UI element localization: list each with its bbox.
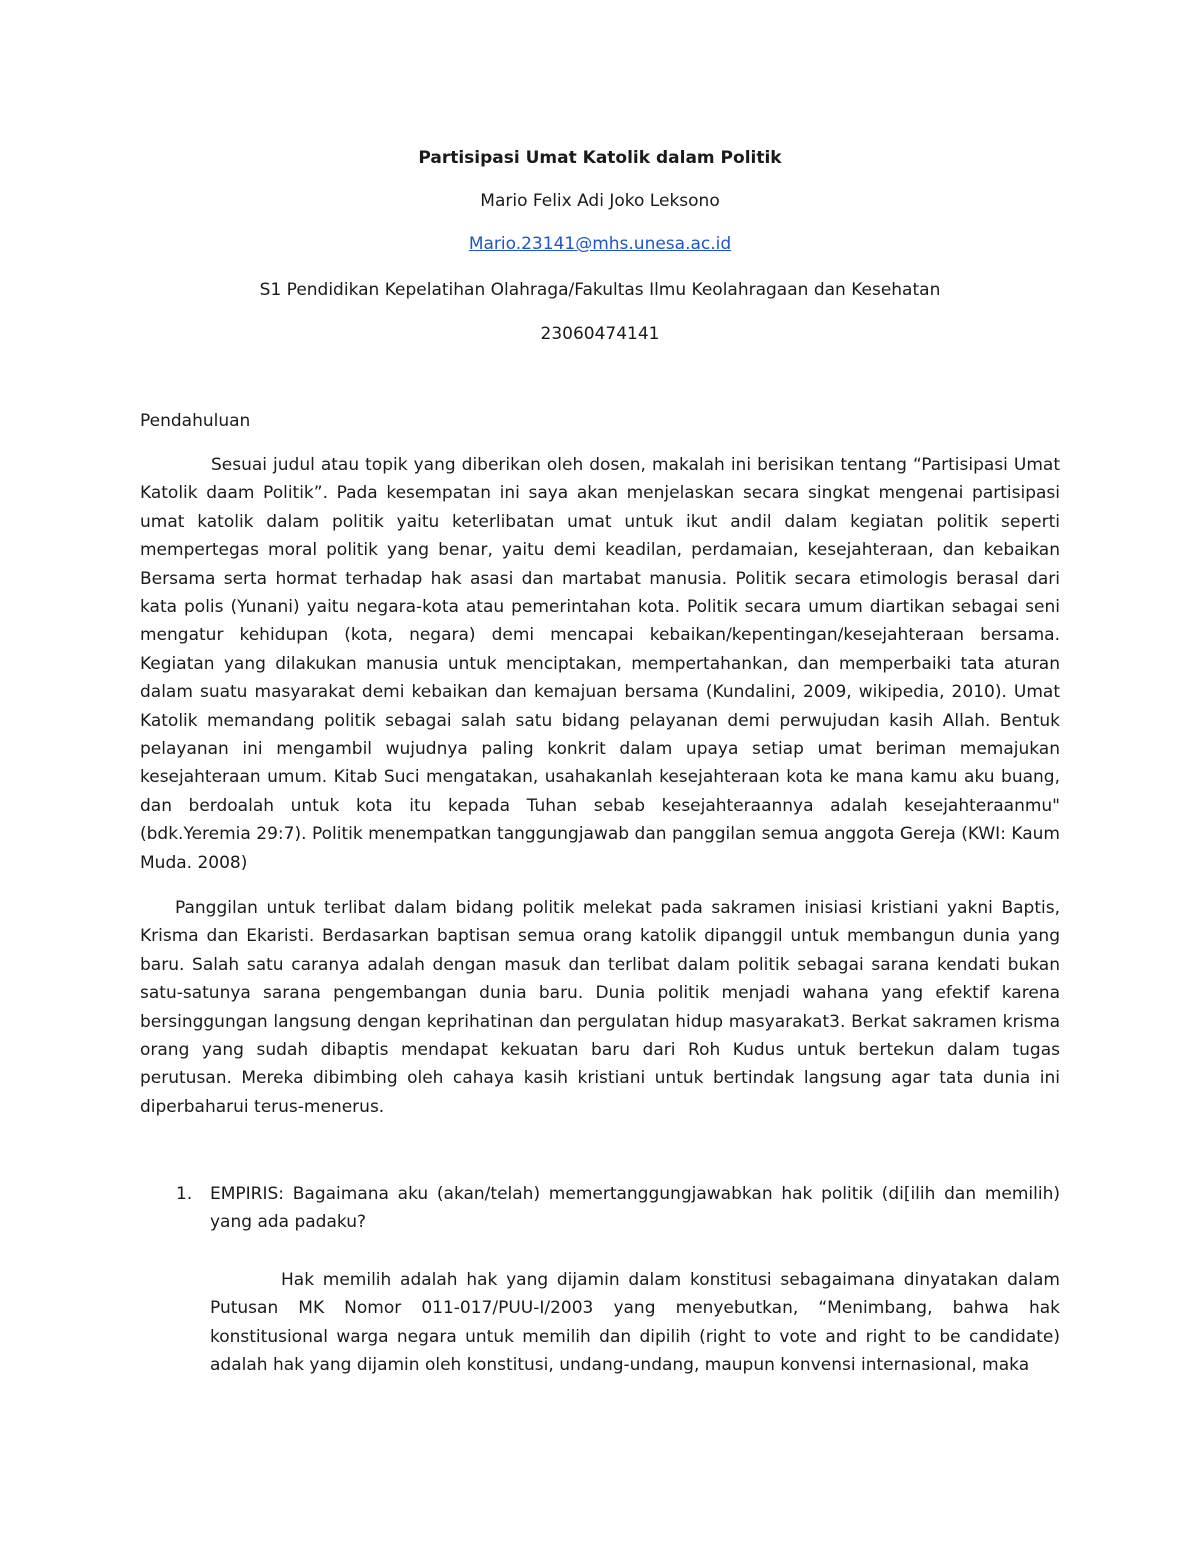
author-email-link[interactable]: Mario.23141@mhs.unesa.ac.id <box>468 234 732 254</box>
list-item-number: 1. <box>176 1184 193 1204</box>
intro-paragraph-2: Panggilan untuk terlibat dalam bidang politik melekat pada sakramen inisiasi kristiani yakni Baptis, Krisma dan Ekaristi. Berdasarkan baptisan semua orang katolik dipanggil untuk membangun dunia yang baru. Salah satu caranya adalah dengan masuk dan terlibat dalam politik sebagai sarana kendati bukan satu-satunya sarana pengembangan dunia baru. Dunia politik menjadi wahana yang efektif karena bersinggungan langsung dengan keprihatinan dan pergulatan hidup masyarakat3. Berkat sakramen krisma orang yang sudah dibaptis mendapat kekuatan baru dari Roh Kudus untuk bertekun dalam tugas perutusan. Mereka dibimbing oleh cahaya kasih kristiani untuk bertindak langsung agar tata dunia ini diperbaharui terus-menerus. <box>140 898 1060 1117</box>
author-affiliation: S1 Pendidikan Kepelatihan Olahraga/Fakultas Ilmu Keolahragaan dan Kesehatan <box>259 280 941 300</box>
list-item-text: EMPIRIS: Bagaimana aku (akan/telah) memertanggungjawabkan hak politik (di[ilih dan memilih) yang ada padaku? <box>210 1184 1060 1233</box>
document-title: Partisipasi Umat Katolik dalam Politik <box>418 148 782 168</box>
section-heading-pendahuluan: Pendahuluan <box>140 411 251 431</box>
question-list <box>140 1180 1060 1237</box>
student-id: 23060474141 <box>540 324 660 344</box>
list-item <box>140 1180 1060 1237</box>
author-name: Mario Felix Adi Joko Leksono <box>480 191 720 211</box>
intro-paragraph-1: Sesuai judul atau topik yang diberikan oleh dosen, makalah ini berisikan tentang “Partisipasi Umat Katolik daam Politik”. Pada kesempatan ini saya akan menjelaskan secara singkat mengenai partisipasi umat katolik dalam politik yaitu keterlibatan umat untuk ikut andil dalam kegiatan politik seperti mempertegas moral politik yang benar, yaitu demi keadilan, perdamaian, kesejahteraan, dan kebaikan Bersama serta hormat terhadap hak asasi dan martabat manusia. Politik secara etimologis berasal dari kata polis (Yunani) yaitu negara-kota atau pemerintahan kota. Politik secara umum diartikan sebagai seni mengatur kehidupan (kota, negara) demi mencapai kebaikan/kepentingan/kesejahteraan bersama. Kegiatan yang dilakukan manusia untuk menciptakan, mempertahankan, dan memperbaiki tata aturan dalam suatu masyarakat demi kebaikan dan kemajuan bersama (Kundalini, 2009, wikipedia, 2010). Umat Katolik memandang politik sebagai salah satu bidang pelayanan demi perwujudan kasih Allah. Bentuk pelayanan ini mengambil wujudnya paling konkrit dalam upaya setiap umat beriman memajukan kesejahteraan umum. Kitab Suci mengatakan, usahakanlah kesejahteraan kota ke mana kamu aku buang, dan berdoalah untuk kota itu kepada Tuhan sebab kesejahteraannya adalah kesejahteraanmu" (bdk.Yeremia 29:7). Politik menempatkan tanggungjawab dan panggilan semua anggota Gereja (KWI: Kaum Muda. 2008) <box>140 455 1060 873</box>
answer-paragraph-1: Hak memilih adalah hak yang dijamin dalam konstitusi sebagaimana dinyatakan dalam Putusan MK Nomor 011-017/PUU-I/2003 yang menyebutkan, “Menimbang, bahwa hak konstitusional warga negara untuk memilih dan dipilih (right to vote and right to be candidate) adalah hak yang dijamin oleh konstitusi, undang-undang, maupun konvensi internasional, maka <box>210 1270 1060 1376</box>
